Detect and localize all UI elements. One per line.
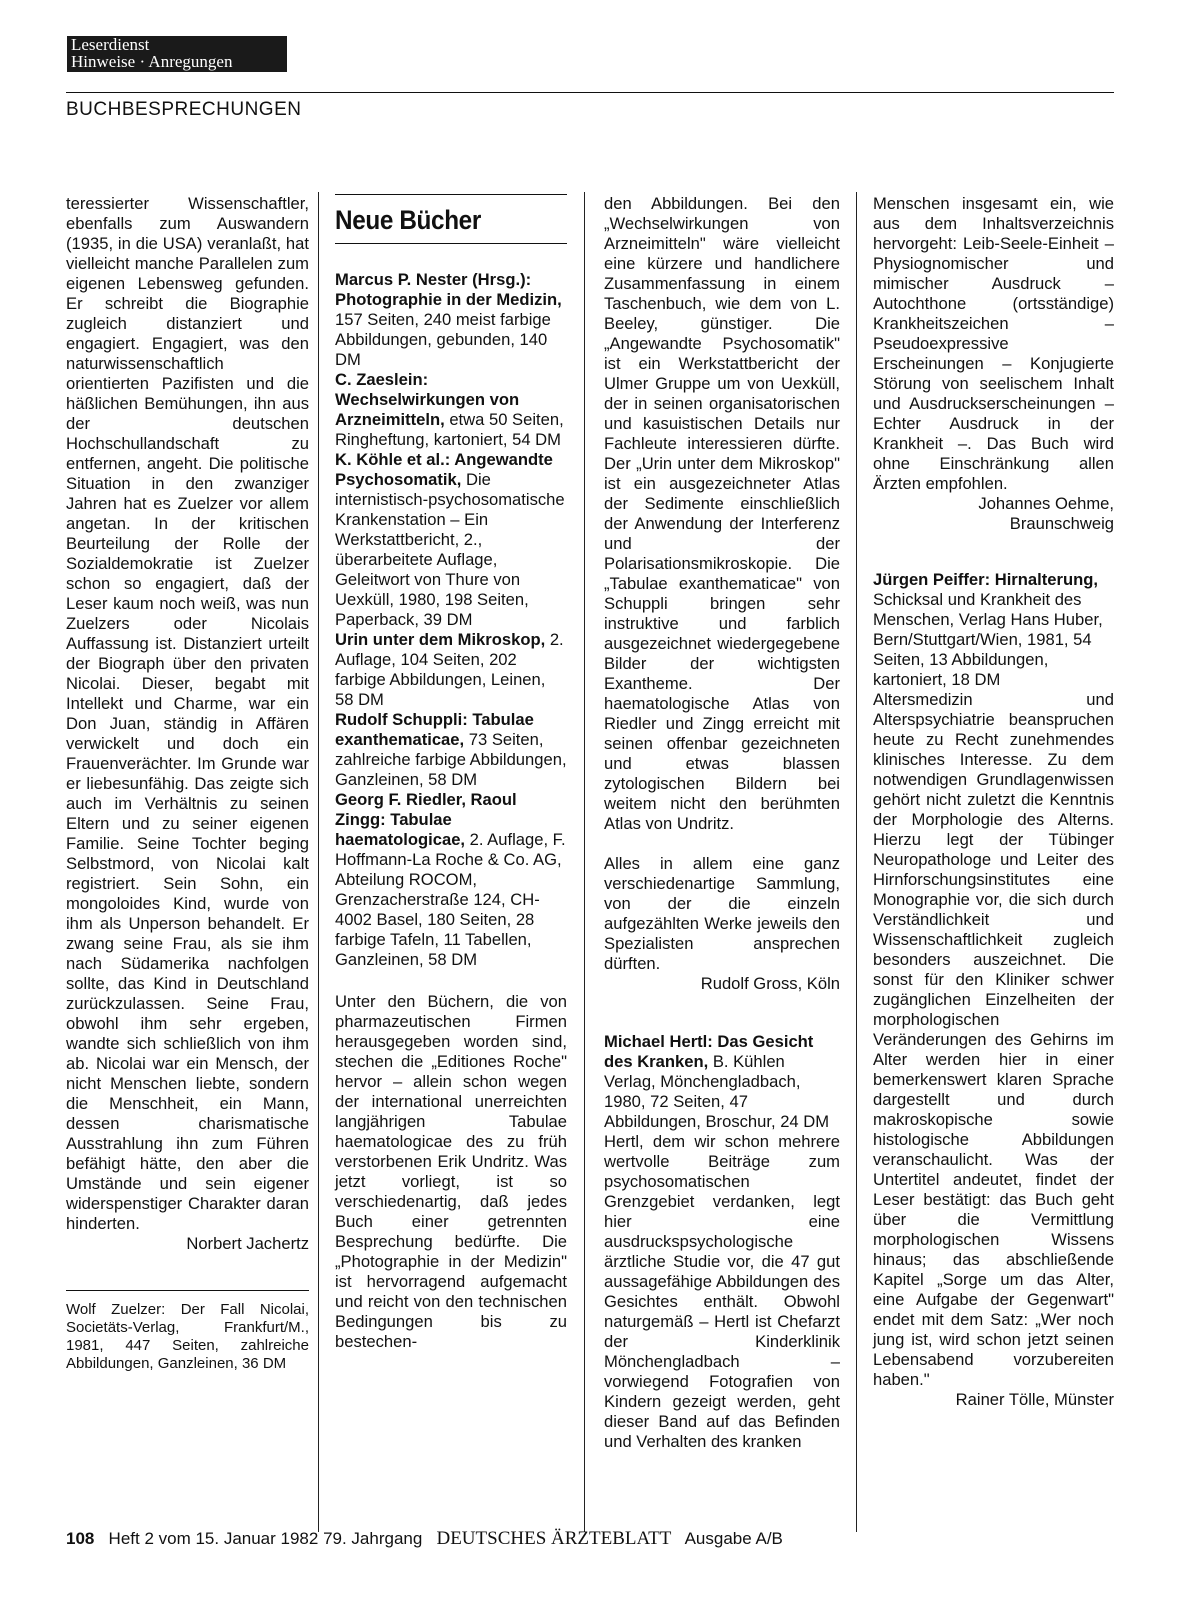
book-entry-title: Marcus P. Nester (Hrsg.): Photographie in der Medizin,	[335, 270, 562, 309]
book-entry-title: Urin unter dem Mikroskop,	[335, 630, 546, 649]
signature-toelle: Rainer Tölle, Münster	[955, 1390, 1114, 1409]
heading-rule-top	[335, 194, 567, 195]
book-entry-title: K. Köhle et al.: Angewandte Psychosomatik,	[335, 450, 553, 489]
section-title: BUCHBESPRECHUNGEN	[66, 99, 302, 120]
book-entry-details: 2. Auflage, 104 Seiten, 202 farbige Abbildungen, Leinen, 58 DM	[335, 630, 564, 709]
column-divider-2	[584, 192, 585, 1532]
book-entry-peiffer	[873, 570, 1114, 690]
column-3	[604, 194, 840, 1452]
signature-gross: Rudolf Gross, Köln	[700, 974, 840, 993]
book-entry-details: Schicksal und Krankheit des Menschen, Verlag Hans Huber, Bern/Stuttgart/Wien, 1981, 54 Seiten, 13 Abbildungen, kartoniert, 18 DM	[873, 590, 1103, 689]
book-entry-details: etwa 50 Seiten, Ringheftung, kartoniert, 54 DM	[335, 410, 564, 449]
book-entry-1	[335, 270, 567, 370]
signature-oehme-name: Johannes Oehme,	[978, 494, 1114, 513]
book-entry-details: 2. Auflage, F. Hoffmann-La Roche & Co. AG, Abteilung ROCOM, Grenzacherstraße 124, CH-4002 Basel, 180 Seiten, 28 farbige Tafeln, 11 Tabellen, Ganzleinen, 58 DM	[335, 830, 566, 969]
page-footer	[66, 1528, 783, 1550]
edition-label: Ausgabe A/B	[684, 1529, 783, 1548]
review-text-hertl: Hertl, dem wir schon mehrere wertvolle Beiträge zum psychosomatischen Grenzgebiet verdanken, legt hier eine ausdruckspsychologische ärztliche Studie vor, die 47 gut aussagefähige Abbildungen des Gesichtes enthält. Obwohl naturgemäß – Hertl ist Chefarzt der Kinderklinik Mönchengladbach – vorwiegend Fotografien von Kindern gezeigt werden, geht dieser Band auf das Befinden und Verhalten des kranken	[604, 1132, 840, 1451]
book-entry-details: Die internistisch-psychosomatische Krankenstation – Ein Werkstattbericht, 2., überarbeitete Auflage, Geleitwort von Thure von Uexküll, 1980, 198 Seiten, Paperback, 39 DM	[335, 470, 565, 629]
signature-oehme-city: Braunschweig	[1009, 514, 1114, 533]
book-entry-4	[335, 630, 567, 710]
book-entry-title: Michael Hertl: Das Gesicht des Kranken,	[604, 1032, 814, 1071]
page-number: 108	[66, 1529, 95, 1548]
book-entry-title: C. Zaeslein: Wechselwirkungen von Arzneimitteln,	[335, 370, 520, 429]
column-2	[335, 194, 567, 1352]
book-entry-2	[335, 370, 567, 450]
rubric-line-2: Hinweise · Anregungen	[71, 52, 233, 71]
new-books-heading: Neue Bücher	[335, 205, 481, 235]
book-entry-6	[335, 790, 567, 970]
issue-info: Heft 2 vom 15. Januar 1982 79. Jahrgang	[108, 1529, 423, 1548]
book-entry-hertl	[604, 1032, 840, 1132]
book-entry-title: Jürgen Peiffer: Hirnalterung,	[873, 570, 1098, 589]
book-entry-title: Rudolf Schuppli: Tabulae exanthematicae,	[335, 710, 534, 749]
column-divider-1	[318, 192, 319, 1532]
book-entry-details: B. Kühlen Verlag, Mönchengladbach, 1980, 72 Seiten, 47 Abbildungen, Broschur, 24 DM	[604, 1052, 830, 1131]
rubric-line-1: Leserdienst	[71, 35, 150, 54]
book-entry-3	[335, 450, 567, 630]
header-rule	[66, 92, 1114, 93]
review-text-roche-continued: den Abbildungen. Bei den „Wechselwirkungen von Arzneimitteln" wäre vielleicht eine kürzere und handlichere Zusammenfassung in einem Taschenbuch, wie dem von L. Beeley, günstiger. Die „Angewandte Psychosomatik" ist ein Werkstattbericht der Ulmer Gruppe um von Uexküll, der in seinen organisatorischen und kasuistischen Details nur Fachleute interessieren dürfte. Der „Urin unter dem Mikroskop" ist ein ausgezeichneter Atlas der Sedimente einschließlich der Anwendung der Interferenz und der Polarisationsmikroskopie. Die „Tabulae exanthematicae" von Schuppli bringen sehr instruktive und farblich ausgezeichnet wiedergegebene Bilder der wichtigsten Exantheme. Der haematologische Atlas von Riedler und Zingg erreicht mit seinen offenbar gezeichneten und etwas blassen zytologischen Bildern bei weitem nicht den berühmten Atlas von Undritz.	[604, 194, 840, 833]
column-divider-3	[856, 192, 857, 1532]
footnote-book-reference: Wolf Zuelzer: Der Fall Nicolai, Societäts-Verlag, Frankfurt/M., 1981, 447 Seiten, zahlreiche Abbildungen, Ganzleinen, 36 DM	[66, 1301, 309, 1372]
book-entry-title: Georg F. Riedler, Raoul Zingg: Tabulae haematologicae,	[335, 790, 517, 849]
book-entry-details: 157 Seiten, 240 meist farbige Abbildungen, gebunden, 140 DM	[335, 310, 551, 369]
footnote-rule	[66, 1290, 309, 1291]
review-text-hertl-continued: Menschen insgesamt ein, wie aus dem Inhaltsverzeichnis hervorgeht: Leib-Seele-Einheit – Physiognomischer und mimischer Ausdruck – Autochthone (ortsständige) Krankheitszeichen – Pseudoexpressive Erscheinungen – Konjugierte Störung von seelischem Inhalt und Ausdruckserscheinungen – Echter Ausdruck in der Krankheit –. Das Buch wird ohne Einschränkung allen Ärzten empfohlen.	[873, 194, 1114, 493]
heading-rule-bottom	[335, 243, 567, 244]
signature-jachertz: Norbert Jachertz	[186, 1234, 309, 1253]
book-entry-details: 73 Seiten, zahlreiche farbige Abbildungen, Ganzleinen, 58 DM	[335, 730, 567, 789]
column-4	[873, 194, 1114, 1410]
book-entry-5	[335, 710, 567, 790]
review-text-peiffer: Altersmedizin und Alterspsychiatrie beanspruchen heute zu Recht zunehmendes klinisches Interesse. Zu dem notwendigen Grundlagenwissen gehört nicht zuletzt die Kenntnis der Morphologie des Alterns. Hierzu legt der Tübinger Neuropathologe und Leiter des Hirnforschungsinstitutes eine Monographie vor, die sich durch Verständlichkeit und Wissenschaftlichkeit zugleich besonders auszeichnet. Die sonst für den Kliniker schwer zugänglichen Einzelheiten der morphologischen Veränderungen des Gehirns im Alter werden hier in einer bemerkenswert klaren Sprache dargestellt und durch makroskopische sowie histologische Abbildungen veranschaulicht. Was der Untertitel andeutet, findet der Leser bestätigt: das Buch geht über die Vermittlung morphologischen Wissens hinaus; das abschließende Kapitel „Sorge um das Alter, eine Aufgabe der Gegenwart" endet mit dem Satz: „Wer noch jung ist, wird schon jetzt seinen Lebensabend vorzubereiten haben."	[873, 690, 1114, 1389]
journal-name: DEUTSCHES ÄRZTEBLATT	[436, 1528, 672, 1549]
rubric-badge	[67, 36, 287, 72]
review-text-summary: Alles in allem eine ganz verschiedenartige Sammlung, von der die einzeln aufgezählten Werke jeweils den Spezialisten ansprechen dürften.	[604, 854, 840, 973]
review-text-roche: Unter den Büchern, die von pharmazeutischen Firmen herausgegeben worden sind, stechen die „Editiones Roche" hervor – allein schon wegen der international unerreichten langjährigen Tabulae haematologicae des zu früh verstorbenen Erik Undritz. Was jetzt vorliegt, ist so verschiedenartig, daß jedes Buch einer getrennten Besprechung bedürfte. Die „Photographie in der Medizin" ist hervorragend aufgemacht und reicht von den technischen Bedingungen bis zu bestechen-	[335, 992, 567, 1351]
review-text-nicolai: teressierter Wissenschaftler, ebenfalls zum Auswandern (1935, in die USA) veranlaßt, hat vielleicht manche Parallelen zum eigenen Lebensweg gefunden. Er schreibt die Biographie zugleich distanziert und engagiert. Engagiert, was den naturwissenschaftlich orientierten Pazifisten und die häßlichen Bemühungen, ihn aus der deutschen Hochschullandschaft zu entfernen, angeht. Die politische Situation in den zwanziger Jahren hat es Zuelzer vor allem angetan. In der kritischen Beurteilung der Rolle der Sozialdemokratie ist Zuelzer schon so engagiert, daß der Leser kaum noch weiß, was nun Zuelzers oder Nicolais Auffassung ist. Distanziert urteilt der Biograph über den privaten Nicolai. Dieser, begabt mit Intellekt und Charme, war ein Don Juan, ständig in Affären verwickelt und doch ein Frauenverächter. Im Grunde war er liebesunfähig. Das zeigte sich auch im Verhältnis zu seinen Eltern und zu seiner eigenen Familie. Seine Tochter beging Selbstmord, von Nicolai kalt registriert. Sein Sohn, ein mongoloides Kind, wurde von ihm als Unperson behandelt. Er zwang seine Frau, als sie ihm nach Südamerika nachfolgen sollte, das Kind in Deutschland zurückzulassen. Seine Frau, obwohl ihm sehr ergeben, wandte sich schließlich von ihm ab. Nicolai war ein Mensch, der nicht Menschen liebte, sondern die Menschheit, ein Mann, dessen charismatische Ausstrahlung ihn zum Führen befähigt hätte, den aber die Umstände und sein eigener widerspenstiger Charakter daran hinderten.	[66, 194, 309, 1233]
column-1	[66, 194, 309, 1373]
